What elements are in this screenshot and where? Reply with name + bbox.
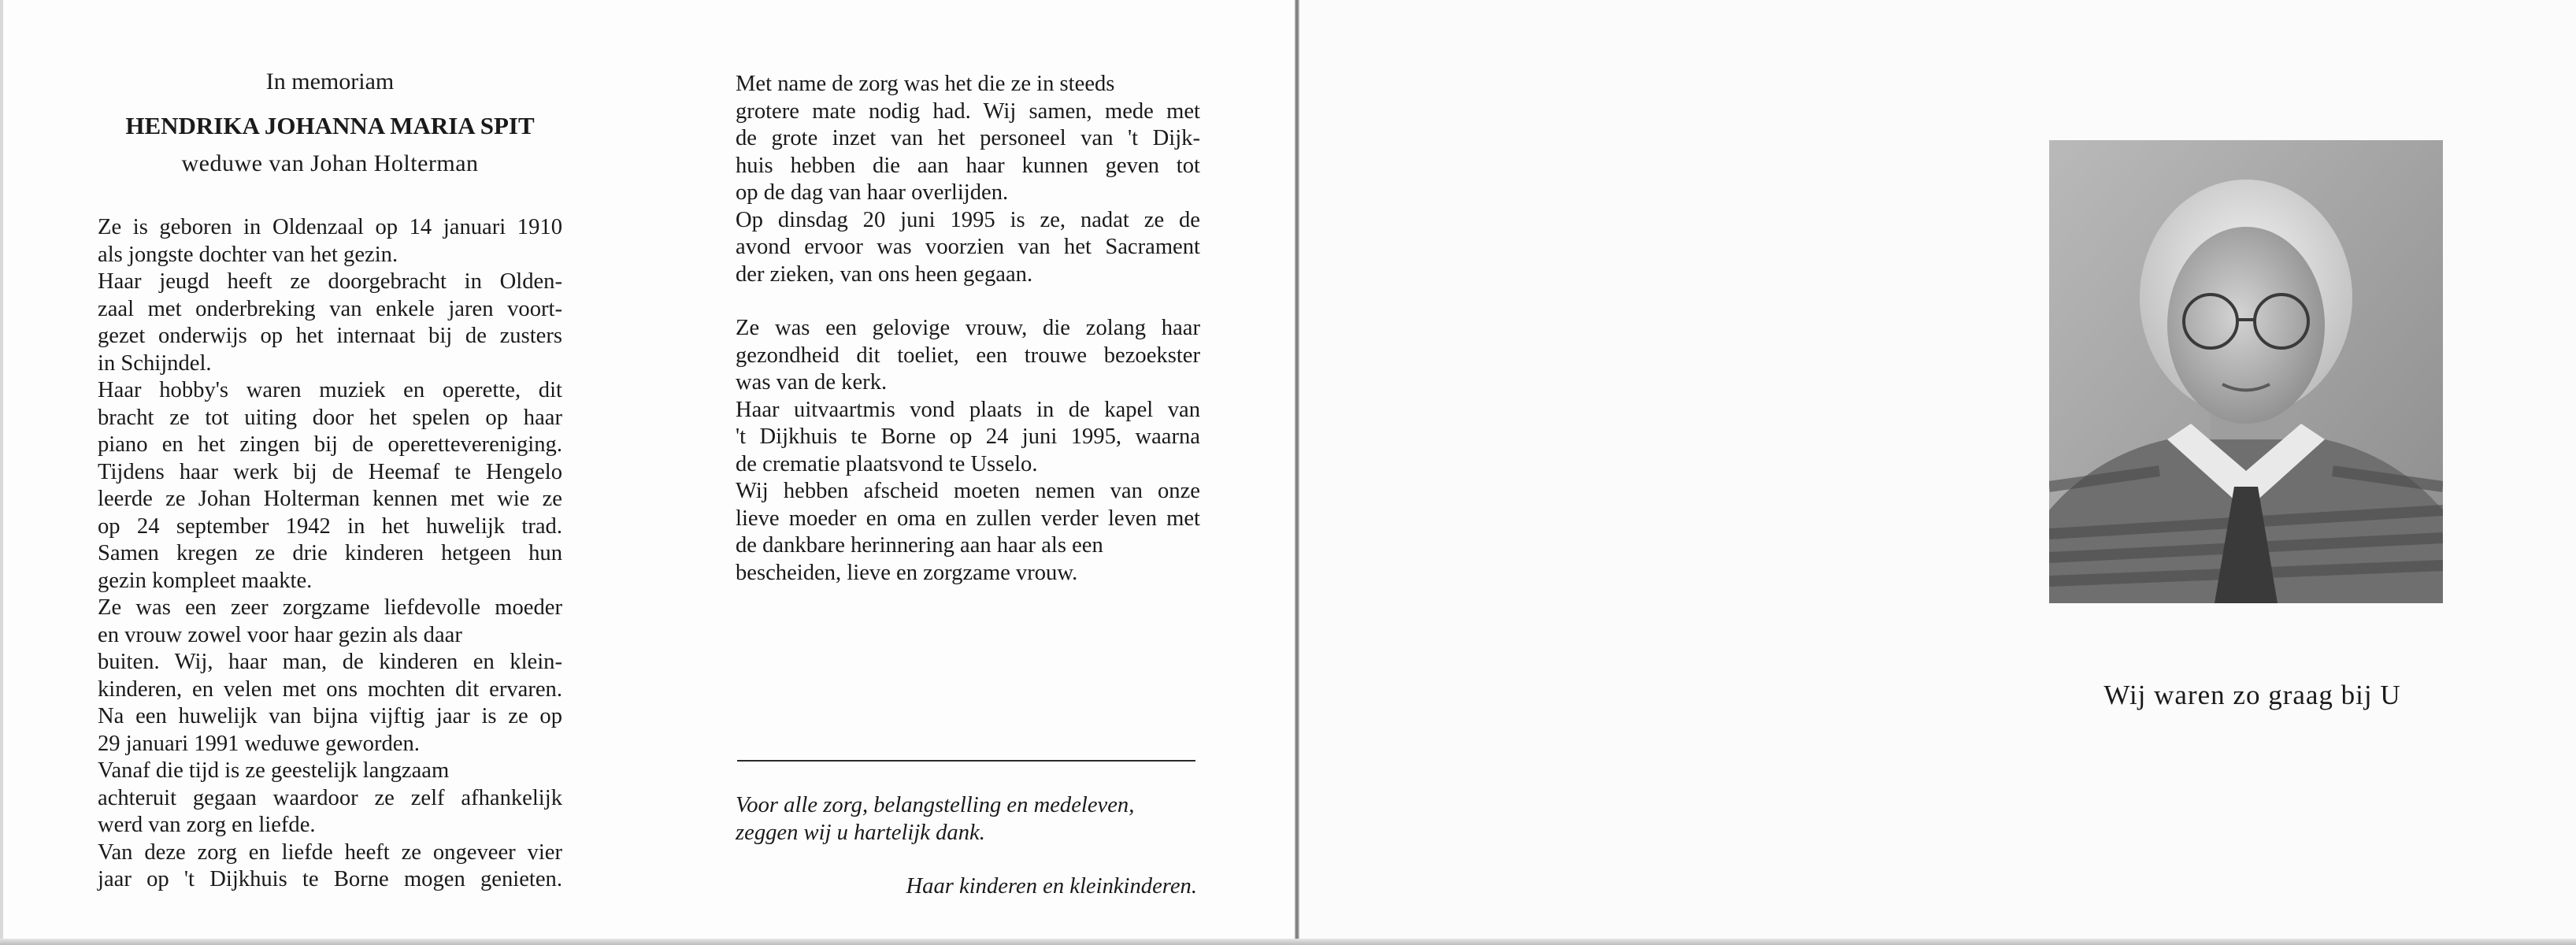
photo-caption: Wij waren zo graag bij U (2103, 680, 2401, 710)
text-line: bescheiden, lieve en zorgzame vrouw. (736, 560, 1078, 585)
text-line: leerde ze Johan Holterman kennen met wie ze (98, 487, 562, 511)
text-line: Wij hebben afscheid moeten nemen van onze (736, 479, 1200, 503)
text-line: de crematie plaatsvond te Usselo. (736, 451, 1038, 476)
obituary-right-column (736, 71, 1200, 587)
text-line: Ze was een zeer zorgzame liefdevolle moeder (98, 595, 562, 620)
obituary-left-column (98, 66, 562, 894)
text-line: achteruit gegaan waardoor ze zelf afhankelijk (98, 785, 562, 810)
text-line: de dankbare herinnering aan haar als een (736, 533, 1103, 558)
text-line: lieve moeder en oma en zullen verder leven met (736, 506, 1200, 531)
text-line: huis hebben die aan haar kunnen geven tot (736, 153, 1200, 178)
text-line: Voor alle zorg, belangstelling en medeleven, (736, 793, 1135, 817)
faith-and-farewell-text (736, 315, 1200, 587)
text-line: gezet onderwijs op het internaat bij de zusters (98, 324, 562, 348)
family-signoff: Haar kinderen en kleinkinderen. (906, 874, 1197, 899)
text-line: op de dag van haar overlijden. (736, 180, 1009, 205)
text-line: zeggen wij u hartelijk dank. (736, 820, 985, 845)
text-line: in Schijndel. (98, 350, 212, 376)
care-and-passing-text (736, 71, 1200, 288)
text-line: als jongste dochter van het gezin. (98, 242, 398, 267)
text-line: 't Dijkhuis te Borne op 24 juni 1995, waarna (736, 424, 1200, 449)
text-line: op 24 september 1942 in het huwelijk trad. (98, 513, 562, 539)
biography-text (98, 214, 562, 894)
card-bottom-edge (0, 939, 2576, 945)
text-line: jaar op 't Dijkhuis te Borne mogen genieten. (98, 867, 562, 891)
text-line: Tijdens haar werk bij de Heemaf te Hengelo (98, 459, 562, 484)
text-line: gezin kompleet maakte. (98, 568, 313, 593)
text-line: der zieken, van ons heen gegaan. (736, 261, 1033, 287)
text-line: Vanaf die tijd is ze geestelijk langzaam (98, 758, 450, 783)
deceased-name: HENDRIKA JOHANNA MARIA SPIT (125, 112, 535, 139)
text-line: Met name de zorg was het die ze in steeds (736, 72, 1115, 96)
text-line: zaal met onderbreking van enkele jaren voort- (98, 296, 562, 321)
thank-you-note (736, 792, 1200, 847)
text-line: Op dinsdag 20 juni 1995 is ze, nadat ze de (736, 207, 1200, 232)
text-line: bracht ze tot uiting door het spelen op haar (98, 405, 562, 430)
text-line: Haar jeugd heeft ze doorgebracht in Olden- (98, 269, 562, 294)
text-line: werd van zorg en liefde. (98, 813, 316, 837)
text-line: de grote inzet van het personeel van 't Dijk- (736, 126, 1200, 150)
text-line: Samen kregen ze drie kinderen hetgeen hun (98, 541, 562, 565)
in-memoriam-heading: In memoriam (265, 69, 395, 94)
text-line: buiten. Wij, haar man, de kinderen en klein- (98, 650, 562, 674)
widow-subtitle: weduwe van Johan Holterman (181, 150, 479, 176)
text-line: 29 januari 1991 weduwe geworden. (98, 731, 420, 756)
portrait-photo (2049, 140, 2443, 603)
text-line: avond ervoor was voorzien van het Sacrament (736, 235, 1200, 259)
text-line: gezondheid dit toeliet, een trouwe bezoekster (736, 343, 1200, 368)
text-line: en vrouw zowel voor haar gezin als daar (98, 622, 462, 647)
text-line: Haar hobby's waren muziek en operette, dit (98, 378, 562, 402)
text-line: kinderen, en velen met ons mochten dit ervaren. (98, 676, 562, 702)
text-line: Haar uitvaartmis vond plaats in de kapel van (736, 397, 1200, 422)
text-line: Ze was een gelovige vrouw, die zolang haar (736, 316, 1200, 340)
divider-line (737, 760, 1195, 762)
text-line: Van deze zorg en liefde heeft ze ongeveer vier (98, 839, 562, 865)
text-line: grotere mate nodig had. Wij samen, mede met (736, 98, 1200, 124)
text-line: piano en het zingen bij de operettevereniging. (98, 432, 562, 457)
text-line: was van de kerk. (736, 370, 888, 395)
text-line: Na een huwelijk van bijna vijftig jaar is ze op (98, 704, 562, 728)
text-line: Ze is geboren in Oldenzaal op 14 januari 1910 (98, 215, 562, 239)
